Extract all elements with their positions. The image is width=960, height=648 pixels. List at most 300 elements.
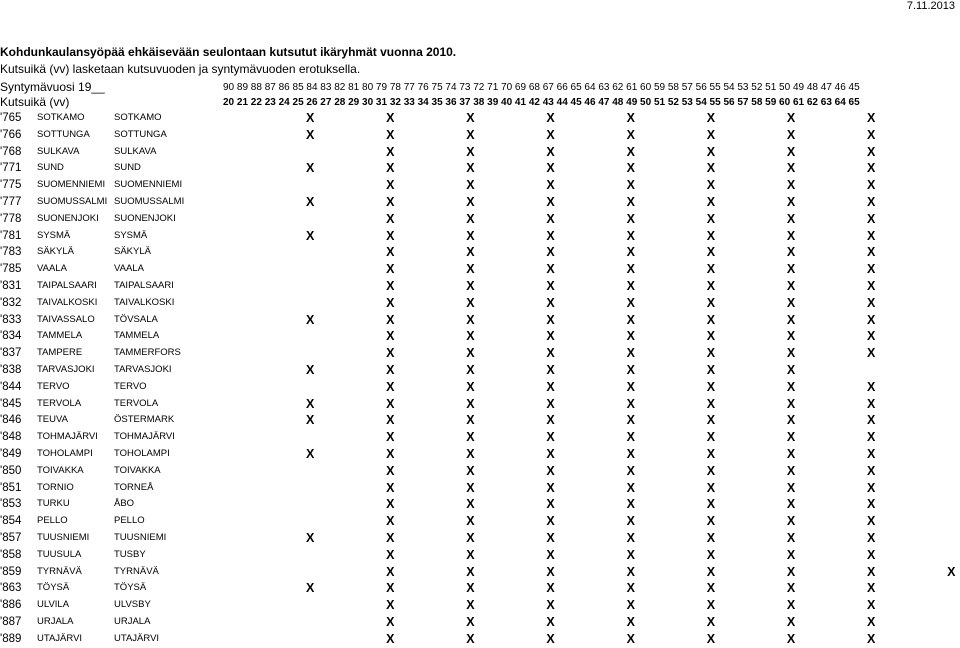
invitation-mark: X [786, 211, 796, 226]
municipality-code: '846 [0, 414, 22, 427]
invitation-mark: X [626, 497, 635, 512]
invitation-mark: X [626, 144, 635, 159]
municipality-name-fi: SULKAVA [37, 145, 80, 157]
table-row [0, 127, 960, 144]
invitation-mark: X [386, 430, 395, 445]
invitation-mark: X [786, 463, 796, 478]
invitation-mark: X [867, 228, 876, 243]
invitation-mark: X [786, 278, 796, 293]
municipality-name-sv: SOTKAMO [114, 112, 162, 123]
invitation-mark: X [546, 514, 555, 529]
invitation-mark: X [305, 161, 315, 176]
invitation-mark: X [546, 463, 555, 478]
table-row [0, 412, 960, 429]
municipality-name-fi: URJALA [37, 615, 74, 627]
invitation-mark: X [386, 161, 395, 176]
invitation-mark: X [546, 245, 555, 260]
invitation-mark: X [867, 396, 876, 411]
invitation-mark: X [466, 329, 475, 344]
invitation-mark: X [626, 430, 635, 445]
invitation-mark: X [867, 598, 876, 613]
municipality-name-fi: UTAJÄRVI [37, 632, 83, 644]
municipality-name-sv: URJALA [114, 615, 151, 627]
table-row [0, 345, 960, 362]
municipality-code: '785 [0, 263, 22, 276]
municipality-name-fi: SOTKAMO [37, 112, 85, 123]
municipality-code: '849 [0, 447, 22, 460]
table-row [0, 480, 960, 497]
invitation-mark: X [546, 211, 555, 226]
invitation-mark: X [867, 530, 876, 545]
invitation-mark: X [626, 211, 635, 226]
invitation-mark: X [867, 178, 876, 193]
invitation-mark: X [706, 144, 716, 159]
invitation-mark: X [786, 312, 796, 327]
invitation-mark: X [386, 262, 395, 277]
invitation-mark: X [706, 245, 716, 260]
invitation-mark: X [386, 530, 395, 545]
invitation-mark: X [466, 530, 475, 545]
municipality-name-fi: TUUSULA [37, 548, 82, 560]
invitation-mark: X [386, 362, 395, 377]
municipality-name-fi: TURKU [37, 498, 70, 510]
table-row [0, 160, 960, 177]
invitation-mark: X [706, 631, 716, 646]
invitation-mark: X [706, 598, 716, 613]
invitation-mark: X [867, 111, 876, 125]
invitation-mark: X [305, 111, 315, 125]
invitation-mark: X [386, 396, 395, 411]
invitation-mark: X [386, 631, 395, 646]
invitation-mark: X [626, 262, 635, 277]
invitation-mark: X [305, 530, 315, 545]
invitation-mark: X [546, 178, 555, 193]
municipality-name-sv: TUUSNIEMI [114, 531, 167, 543]
birth-years-header: 90 89 88 87 86 85 84 83 82 81 80 79 78 77 76 75 74 73 72 71 70 69 68 67 66 65 64 63 62 61 60 59 58 57 56 55 54 53 52 51 50 49 48 47 46 45 [223, 82, 860, 93]
invitation-mark: X [386, 295, 395, 310]
invitation-mark: X [466, 446, 475, 461]
invitation-mark: X [867, 446, 876, 461]
municipality-name-sv: PELLO [114, 515, 145, 527]
invitation-mark: X [466, 581, 475, 596]
invitation-mark: X [867, 127, 876, 142]
invitation-mark: X [867, 329, 876, 344]
municipality-name-fi: TOHMAJÄRVI [37, 431, 98, 443]
municipality-code: '778 [0, 212, 22, 225]
invitation-mark: X [867, 631, 876, 646]
invitation-mark: X [466, 346, 475, 361]
invitation-mark: X [386, 329, 395, 344]
invitation-mark: X [626, 581, 635, 596]
municipality-name-sv: VAALA [114, 263, 144, 275]
municipality-code: '775 [0, 179, 22, 192]
invitation-mark: X [466, 144, 475, 159]
invitation-mark: X [466, 312, 475, 327]
invitation-mark: X [386, 245, 395, 260]
invitation-mark: X [867, 480, 876, 495]
invitation-mark: X [546, 581, 555, 596]
municipality-name-sv: TOHMAJÄRVI [114, 431, 175, 443]
municipality-code: '853 [0, 498, 22, 511]
invitation-mark: X [386, 614, 395, 629]
invitation-mark: X [466, 497, 475, 512]
invitation-mark: X [386, 598, 395, 613]
municipality-name-sv: ÅBO [114, 498, 135, 510]
invitation-mark: X [626, 111, 635, 125]
municipality-code: '777 [0, 195, 22, 208]
invitation-mark: X [786, 362, 796, 377]
invitation-mark: X [626, 514, 635, 529]
invitation-mark: X [626, 564, 635, 579]
invitation-mark: X [786, 547, 796, 562]
municipality-code: '886 [0, 599, 22, 612]
municipality-name-fi: ULVILA [37, 599, 70, 611]
municipality-code: '837 [0, 347, 22, 360]
invitation-mark: X [626, 614, 635, 629]
municipality-name-fi: TORNIO [37, 481, 74, 493]
table-row [0, 261, 960, 278]
invitation-mark: X [546, 262, 555, 277]
table-row [0, 614, 960, 631]
invitation-mark: X [867, 262, 876, 277]
invitation-mark: X [305, 312, 315, 327]
invitation-mark: X [546, 631, 555, 646]
invitation-mark: X [786, 228, 796, 243]
invitation-mark: X [706, 614, 716, 629]
municipality-name-sv: TYRNÄVÄ [114, 565, 159, 577]
municipality-name-fi: TAMPERE [37, 347, 83, 359]
invitation-mark: X [386, 564, 395, 579]
table-row [0, 177, 960, 194]
invitation-mark: X [867, 514, 876, 529]
invitation-mark: X [786, 245, 796, 260]
municipality-name-fi: SUONENJOKI [37, 212, 99, 224]
invitation-mark: X [706, 312, 716, 327]
invitation-mark: X [867, 346, 876, 361]
invitation-mark: X [305, 446, 315, 461]
municipality-name-fi: SUND [37, 162, 64, 174]
invitation-mark: X [546, 614, 555, 629]
invitation-mark: X [867, 430, 876, 445]
municipality-name-sv: SULKAVA [114, 145, 157, 157]
invitation-mark: X [786, 396, 796, 411]
municipality-code: '854 [0, 515, 22, 528]
invitation-mark: X [706, 262, 716, 277]
municipality-name-sv: TÖVSALA [114, 313, 158, 325]
invitation-mark: X [305, 127, 315, 142]
age-label: Kutsuikä (vv) [0, 95, 70, 109]
municipality-name-sv: SUONENJOKI [114, 212, 176, 224]
municipality-name-fi: SÄKYLÄ [37, 246, 74, 258]
municipality-code: '838 [0, 363, 22, 376]
invitation-mark: X [386, 581, 395, 596]
municipality-name-sv: TUSBY [114, 548, 146, 560]
invitation-mark: X [466, 514, 475, 529]
invitation-mark: X [386, 514, 395, 529]
invitation-mark: X [386, 111, 395, 125]
invitation-mark: X [546, 161, 555, 176]
invitation-mark: X [386, 194, 395, 209]
invitation-mark: X [706, 178, 716, 193]
municipality-name-sv: ULVSBY [114, 599, 151, 611]
invitation-mark: X [867, 312, 876, 327]
invitation-mark: X [867, 144, 876, 159]
invitation-mark: X [546, 127, 555, 142]
municipality-code: '850 [0, 464, 22, 477]
invitation-mark: X [546, 430, 555, 445]
municipality-code: '863 [0, 582, 22, 595]
invitation-mark: X [706, 430, 716, 445]
invitation-mark: X [546, 278, 555, 293]
municipality-name-fi: TAIPALSAARI [37, 279, 97, 291]
invitation-mark: X [786, 564, 796, 579]
invitation-mark: X [626, 379, 635, 394]
municipality-code: '845 [0, 397, 22, 410]
document-date: 7.11.2013 [906, 0, 955, 12]
invitation-mark: X [786, 346, 796, 361]
invitation-mark: X [546, 312, 555, 327]
invitation-mark: X [706, 514, 716, 529]
invitation-mark: X [786, 497, 796, 512]
invitation-mark: X [867, 295, 876, 310]
invitation-mark: X [867, 245, 876, 260]
invitation-mark: X [706, 547, 716, 562]
invitation-mark: X [466, 228, 475, 243]
table-row [0, 446, 960, 463]
municipality-code: '832 [0, 296, 22, 309]
municipality-name-fi: TAIVALKOSKI [37, 296, 98, 308]
table-row [0, 429, 960, 446]
invitation-mark: X [786, 111, 796, 125]
invitation-mark: X [386, 379, 395, 394]
table-row [0, 547, 960, 564]
invitation-mark: X [546, 144, 555, 159]
invitation-mark: X [466, 295, 475, 310]
invitation-mark: X [386, 413, 395, 428]
invitation-mark: X [786, 631, 796, 646]
invitation-mark: X [626, 463, 635, 478]
invitation-mark: X [786, 329, 796, 344]
invitation-mark: X [466, 127, 475, 142]
invitation-mark: X [546, 194, 555, 209]
municipality-code: '783 [0, 246, 22, 259]
table-row [0, 580, 960, 597]
invitation-mark: X [706, 278, 716, 293]
invitation-mark: X [466, 547, 475, 562]
municipality-name-fi: SUOMENNIEMI [37, 179, 106, 191]
municipality-name-sv: TAIVALKOSKI [114, 296, 175, 308]
table-row [0, 463, 960, 480]
invitation-mark: X [867, 161, 876, 176]
invitation-mark: X [546, 396, 555, 411]
invitation-mark: X [386, 127, 395, 142]
invitation-mark: X [706, 111, 716, 125]
table-row [0, 295, 960, 312]
invitation-mark: X [466, 194, 475, 209]
invitation-mark: X [706, 127, 716, 142]
invitation-mark: X [466, 413, 475, 428]
invitation-mark: X [466, 480, 475, 495]
invitation-mark: X [786, 194, 796, 209]
invitation-mark: X [867, 497, 876, 512]
municipality-name-sv: TOIVAKKA [114, 464, 161, 476]
invitation-mark: X [867, 564, 876, 579]
invitation-mark: X [546, 480, 555, 495]
invitation-mark: X [466, 178, 475, 193]
invitation-mark: X [626, 362, 635, 377]
invitation-mark: X [786, 161, 796, 176]
invitation-mark: X [305, 228, 315, 243]
ages-header: 20 21 22 23 24 25 26 27 28 29 30 31 32 33 34 35 36 37 38 39 40 41 42 43 44 45 46 47 48 49 50 51 52 53 54 55 56 57 58 59 60 61 62 63 64 65 [223, 97, 860, 108]
invitation-mark: X [626, 127, 635, 142]
invitation-mark: X [706, 346, 716, 361]
invitation-mark: X [466, 598, 475, 613]
invitation-mark: X [786, 514, 796, 529]
invitation-mark: X [786, 614, 796, 629]
municipality-code: '765 [0, 112, 22, 124]
invitation-mark: X [706, 463, 716, 478]
municipality-code: '851 [0, 481, 22, 494]
invitation-mark: X [626, 329, 635, 344]
table-row [0, 597, 960, 614]
invitation-mark: X [305, 581, 315, 596]
municipality-name-sv: TERVOLA [114, 397, 159, 409]
invitation-mark: X [786, 413, 796, 428]
invitation-mark: X [626, 178, 635, 193]
invitation-mark: X [466, 430, 475, 445]
municipality-name-fi: TERVOLA [37, 397, 82, 409]
invitation-mark: X [867, 463, 876, 478]
municipality-name-sv: SOTTUNGA [114, 128, 167, 140]
invitation-mark: X [386, 228, 395, 243]
invitation-mark: X [786, 530, 796, 545]
invitation-mark: X [386, 312, 395, 327]
invitation-mark: X [626, 396, 635, 411]
invitation-mark: X [546, 564, 555, 579]
invitation-mark: X [466, 631, 475, 646]
table-row [0, 244, 960, 261]
municipality-name-fi: TEUVA [37, 414, 68, 426]
municipality-name-sv: SUOMENNIEMI [114, 179, 183, 191]
invitation-mark: X [626, 228, 635, 243]
invitation-mark: X [626, 295, 635, 310]
invitation-mark: X [546, 362, 555, 377]
invitation-mark: X [386, 144, 395, 159]
invitation-mark: X [305, 362, 315, 377]
invitation-mark: X [386, 463, 395, 478]
municipality-code: '768 [0, 145, 22, 158]
municipality-name-sv: TAIPALSAARI [114, 279, 174, 291]
table-row [0, 110, 960, 127]
table-row [0, 564, 960, 581]
invitation-mark: X [626, 194, 635, 209]
invitation-mark: X [305, 396, 315, 411]
invitation-mark: X [626, 598, 635, 613]
invitation-mark: X [867, 614, 876, 629]
municipality-code: '858 [0, 548, 22, 561]
invitation-mark: X [706, 362, 716, 377]
municipality-name-fi: TOIVAKKA [37, 464, 84, 476]
municipality-code: '889 [0, 632, 22, 645]
municipality-code: '887 [0, 615, 22, 628]
municipality-name-sv: SUOMUSSALMI [114, 195, 185, 207]
invitation-mark: X [386, 480, 395, 495]
invitation-mark: X [786, 127, 796, 142]
invitation-mark: X [786, 598, 796, 613]
invitation-mark: X [546, 228, 555, 243]
invitation-mark: X [786, 379, 796, 394]
invitation-mark: X [386, 497, 395, 512]
birth-year-label: Syntymävuosi 19__ [0, 80, 105, 94]
invitation-mark: X [706, 396, 716, 411]
invitation-mark: X [947, 564, 956, 579]
invitation-mark: X [546, 379, 555, 394]
invitation-mark: X [466, 111, 475, 125]
invitation-mark: X [626, 278, 635, 293]
municipality-name-sv: ÖSTERMARK [114, 414, 175, 426]
invitation-mark: X [546, 413, 555, 428]
invitation-mark: X [386, 547, 395, 562]
table-row [0, 228, 960, 245]
municipality-code: '831 [0, 279, 22, 292]
invitation-mark: X [626, 547, 635, 562]
invitation-mark: X [626, 161, 635, 176]
invitation-mark: X [546, 346, 555, 361]
municipality-name-fi: TARVASJOKI [37, 363, 95, 375]
municipality-code: '844 [0, 380, 22, 393]
municipality-name-sv: TAMMELA [114, 330, 160, 342]
municipality-name-fi: SYSMÄ [37, 229, 71, 241]
invitation-mark: X [706, 581, 716, 596]
invitation-mark: X [466, 245, 475, 260]
invitation-mark: X [706, 564, 716, 579]
table-row [0, 530, 960, 547]
table-row [0, 513, 960, 530]
invitation-mark: X [386, 178, 395, 193]
invitation-mark: X [786, 430, 796, 445]
municipality-name-fi: TAIVASSALO [37, 313, 95, 325]
invitation-mark: X [386, 346, 395, 361]
municipality-code: '781 [0, 229, 22, 242]
invitation-mark: X [466, 396, 475, 411]
municipality-code: '766 [0, 128, 22, 141]
invitation-mark: X [867, 194, 876, 209]
invitation-mark: X [786, 581, 796, 596]
invitation-mark: X [706, 295, 716, 310]
invitation-mark: X [305, 194, 315, 209]
invitation-mark: X [626, 530, 635, 545]
invitation-mark: X [466, 463, 475, 478]
invitation-mark: X [786, 262, 796, 277]
invitation-mark: X [626, 312, 635, 327]
invitation-mark: X [626, 631, 635, 646]
municipality-name-sv: UTAJÄRVI [114, 632, 160, 644]
invitation-mark: X [386, 278, 395, 293]
invitation-mark: X [706, 480, 716, 495]
table-row [0, 144, 960, 161]
table-row [0, 312, 960, 329]
invitation-mark: X [626, 245, 635, 260]
municipality-code: '859 [0, 565, 22, 578]
table-row [0, 194, 960, 211]
invitation-mark: X [546, 329, 555, 344]
municipality-name-sv: SUND [114, 162, 141, 174]
invitation-mark: X [305, 413, 315, 428]
table-row [0, 211, 960, 228]
municipality-name-sv: SÄKYLÄ [114, 246, 151, 258]
municipality-code: '857 [0, 531, 22, 544]
invitation-mark: X [386, 211, 395, 226]
